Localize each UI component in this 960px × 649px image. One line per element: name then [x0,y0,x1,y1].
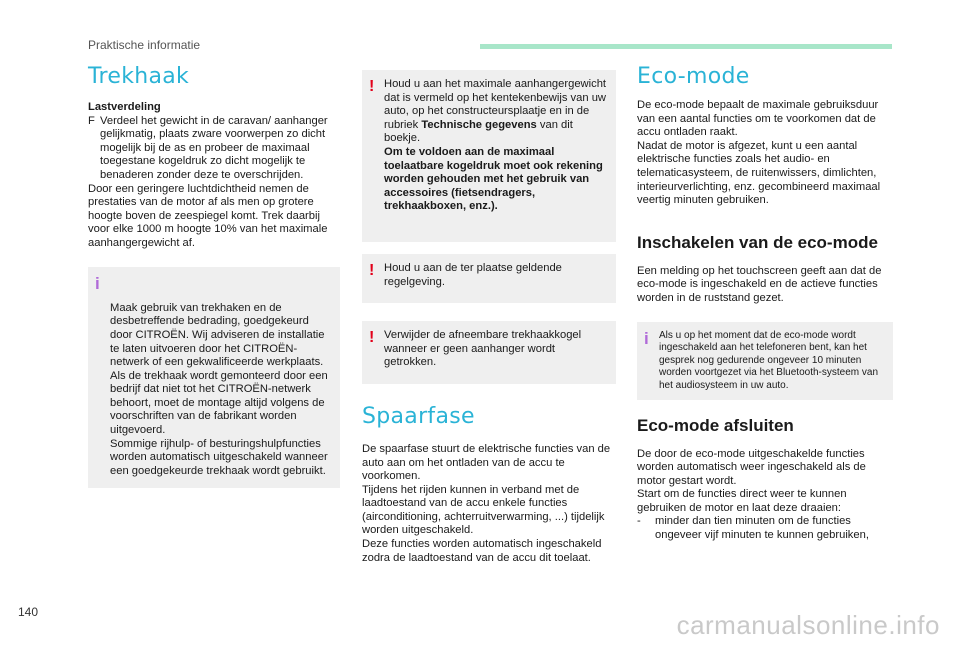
bullet-text: Verdeel het gewicht in de caravan/ aanhanger gelijkmatig, plaats zware voorwerpen zo dicht mogelijk bij de as en probeer de maximaal toegestane kogeldruk zo dicht mogelijk te benaderen zonder deze te overschrijden. [100,114,328,181]
warning-text-bold: Technische gegevens [421,118,537,131]
dash-symbol: - [637,515,641,528]
paragraph-luchtdichtheid: Door een geringere luchtdichtheid nemen de prestaties van de motor af als men op grotere hoogte boven de zeespiegel komt. Trek daarbij voor elke 1000 m hoogte 10% van het maximale aanhangergewicht af. [88,182,328,249]
page-number: 140 [18,605,39,619]
warning-text: Houd u aan het maximale aanhangergewicht dat is vermeld op het kentekenbewijs van uw auto, op het constructeursplaatje en in de rubriek [384,78,607,131]
heading-trekhaak: Trekhaak [88,64,190,89]
dash-item-text: minder dan tien minuten om de functies ongeveer vijf minuten te kunnen gebruiken, [655,515,869,542]
heading-afsluiten: Eco-mode afsluiten [637,415,794,435]
warning-text: van dit boekje. [384,118,573,145]
header-accent-bar [480,44,892,49]
paragraph-spaarfase: De spaarfase stuurt de elektrische functies van de auto aan om het ontladen van de accu te voorkomen. Tijdens het rijden kunnen in verband met de laadtoestand van de accu enkele functies (airconditioning, achterruitverwarming, ...) tijdelijk worden uitgeschakeld. Deze functies worden automatisch ingeschakeld zodra de laadtoestand van de accu dit toelaat. [362,442,611,564]
column-eco-mode [637,64,893,543]
info-box-trekhaken [88,267,340,489]
column-waarschuwingen [362,70,616,565]
paragraph-eco-mode: De eco-mode bepaalt de maximale gebruiksduur van een aantal functies om te voorkomen dat de accu ontladen raakt. Nadat de motor is afgezet, kunt u een aantal elektrische functies zoals het audio- en telematicasysteem, de ruitenwissers, dimlichten, interieurverlichting, enz. gecombineerd maximaal veertig minuten gebruiken. [637,99,881,207]
watermark: carmanualsonline.info [676,610,940,640]
warning-text: Verwijder de afneembare trekhaakkogel wanneer er geen aanhanger wordt getrokken. [384,329,582,369]
warning-text-bold: Om te voldoen aan de maximaal toelaatbare kogeldruk moet ook rekening worden gehouden met het gebruik van accessoires (fietsendragers, trekhaakboxen, enz.). [384,145,603,213]
warning-icon: ! [369,329,375,347]
section-label: Praktische informatie [88,38,201,52]
heading-inschakelen: Inschakelen van de eco-mode [637,232,878,252]
info-text: Als u op het moment dat de eco-mode wordt ingeschakeld aan het telefoneren bent, kan het gesprek nog gedurende ongeveer 10 minuten worden voortgezet via het Bluetooth-systeem van het audiosysteem in uw auto. [659,329,879,391]
heading-eco-mode: Eco-mode [637,64,750,89]
bullet-item [88,115,340,183]
warning-box-aanhangergewicht [362,70,616,242]
info-text: Maak gebruik van trekhaken en de desbetreffende bedrading, goedgekeurd door CITROËN. Wij adviseren de installatie te laten uitvoeren door het CITROËN-netwerk of een gekwalificeerde werkplaats. Als de trekhaak wordt gemonteerd door een bedrijf dat niet tot het CITROËN-netwerk behoort, moet de montage altijd volgens de voorschriften van de fabrikant worden uitgevoerd. Sommige rijhulp- of besturingshulpfuncties worden automatisch uitgeschakeld wanneer een goedgekeurde trekhaak wordt gebruikt. [110,301,328,477]
warning-icon: ! [369,78,375,95]
warning-icon: ! [369,261,375,279]
info-box-telefoneren [637,322,893,400]
info-icon: i [644,328,649,348]
dash-list-item [637,515,893,542]
info-icon: i [95,273,100,293]
paragraph-inschakelen: Een melding op het touchscreen geeft aan dat de eco-mode is ingeschakeld en de actieve functies worden in de ruststand gezet. [637,264,882,304]
bullet-symbol: F [88,114,95,127]
column-trekhaak [88,64,340,488]
subheading-lastverdeling: Lastverdeling [88,101,161,113]
paragraph-afsluiten: De door de eco-mode uitgeschakelde functies worden automatisch weer ingeschakeld als de motor gestart wordt. Start om de functies direct weer te kunnen gebruiken de motor en laat deze draaien: [637,447,866,514]
warning-text: Houd u aan de ter plaatse geldende regelgeving. [384,261,562,288]
heading-spaarfase: Spaarfase [362,403,475,429]
warning-box-trekhaakkogel [362,321,616,384]
warning-box-regelgeving [362,254,616,303]
